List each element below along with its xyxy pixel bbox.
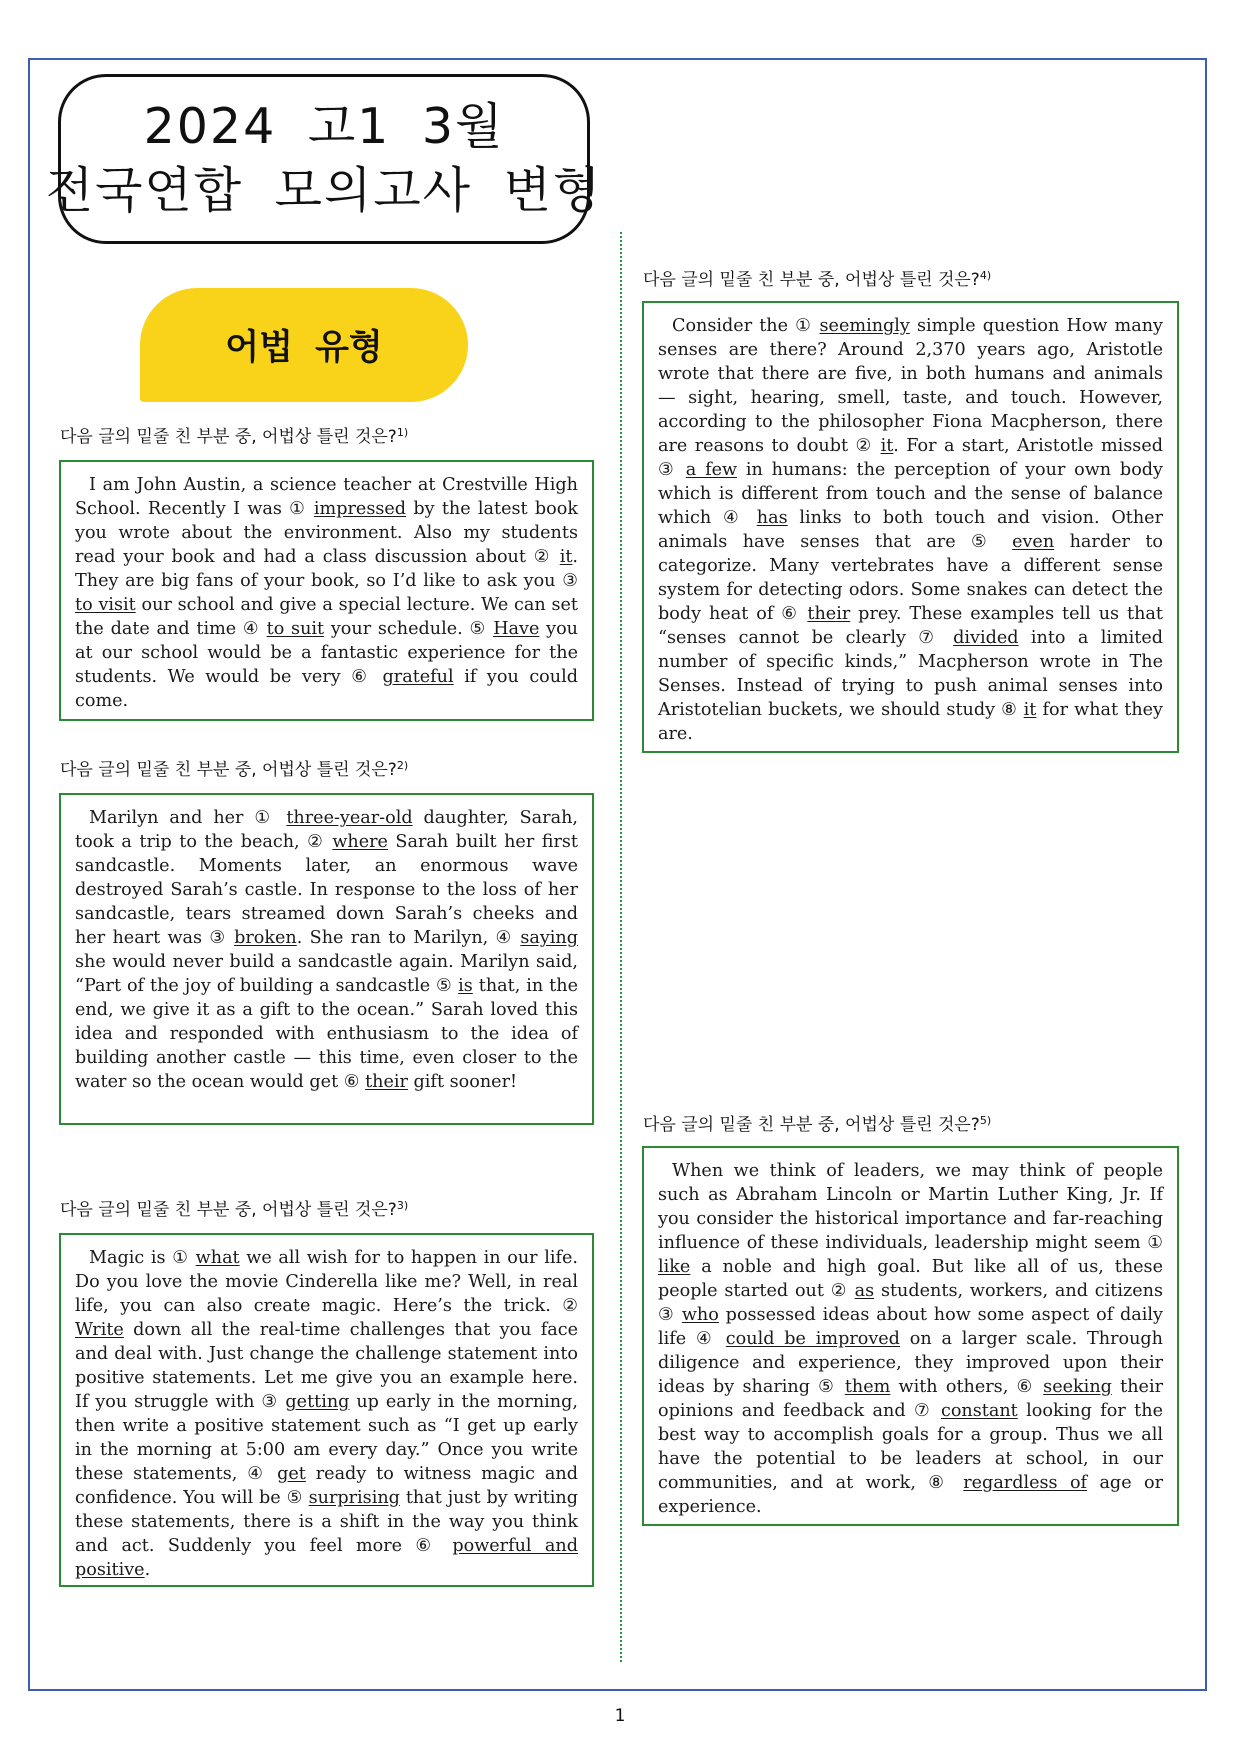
passage-text: Marilyn and her ① three-year-old daughter, Sarah, took a trip to the beach, ② where Sarah built her first sandcastle. Moments later, an enormous wave destroyed Sarah’s castle. In response to the loss of her sandcastle, tears streamed down Sarah’s cheeks and her heart was ③ broken. She ran to Marilyn, ④ saying she would never build a sandcastle again. Marilyn said, “Part of the joy of building a sandcastle ⑤ is that, in the end, we give it as a gift to the ocean.” Sarah loved this idea and responded with enthusiasm to the idea of building another castle — this time, even closer to the water so the ocean would get ⑥ their gift sooner!: [75, 808, 578, 1092]
underlined-option: as: [854, 1281, 875, 1301]
underlined-option: Write: [75, 1320, 124, 1340]
underlined-option: it: [880, 436, 894, 456]
underlined-option: them: [844, 1377, 891, 1397]
question-1-passage: [59, 460, 594, 721]
footnote-ref: 1): [396, 426, 409, 439]
question-4-prompt: [643, 265, 991, 290]
underlined-option: to visit: [75, 595, 136, 615]
footnote-ref: 4): [979, 269, 992, 282]
underlined-option: like: [658, 1257, 691, 1277]
question-5-passage: [642, 1146, 1179, 1526]
underlined-option: who: [681, 1305, 719, 1325]
question-3-prompt: [60, 1195, 408, 1220]
title-box: [45, 74, 603, 244]
underlined-option: could be improved: [725, 1329, 900, 1349]
question-prompt-text: 다음 글의 밑줄 친 부분 중, 어법상 틀린 것은?: [60, 760, 397, 780]
question-2-passage: [59, 793, 594, 1125]
underlined-option: is: [458, 976, 473, 996]
column-divider: [620, 232, 622, 1662]
footnote-ref: 5): [979, 1114, 992, 1127]
underlined-option: it: [559, 547, 573, 567]
question-prompt-text: 다음 글의 밑줄 친 부분 중, 어법상 틀린 것은?: [643, 1115, 980, 1135]
underlined-option: broken: [234, 928, 297, 948]
underlined-option: powerful and positive: [75, 1536, 578, 1580]
question-prompt-text: 다음 글의 밑줄 친 부분 중, 어법상 틀린 것은?: [60, 1200, 397, 1220]
question-prompt-text: 다음 글의 밑줄 친 부분 중, 어법상 틀린 것은?: [643, 270, 980, 290]
underlined-option: grateful: [382, 667, 454, 687]
footnote-ref: 2): [396, 759, 409, 772]
underlined-option: get: [277, 1464, 306, 1484]
title-line-2: 전국연합 모의고사 변형: [45, 162, 603, 219]
underlined-option: impressed: [313, 499, 407, 519]
underlined-option: Have: [493, 619, 540, 639]
underlined-option: regardless of: [963, 1473, 1088, 1493]
underlined-option: where: [332, 832, 388, 852]
passage-text: Consider the ① seemingly simple question How many senses are there? Around 2,370 years ago, Aristotle wrote that there are five, in both humans and animals — sight, hearing, smell, taste, and touch. However, according to the philosopher Fiona Macpherson, there are reasons to doubt ② it. For a start, Aristotle missed ③ a few in humans: the perception of your own body which is different from touch and the sense of balance which ④ has links to both touch and vision. Other animals have senses that are ⑤ even harder to categorize. Many vertebrates have a different sense system for detecting odors. Some snakes can detect the body heat of ⑥ their prey. These examples tell us that “senses cannot be clearly ⑦ divided into a limited number of specific kinds,” Macpherson wrote in The Senses. Instead of trying to push animal senses into Aristotelian buckets, we should study ⑧ it for what they are.: [658, 316, 1163, 744]
underlined-option: their: [365, 1072, 408, 1092]
underlined-option: constant: [940, 1401, 1018, 1421]
page-number: 1: [614, 1706, 626, 1726]
underlined-option: seeking: [1043, 1377, 1112, 1397]
underlined-option: has: [756, 508, 788, 528]
question-1-prompt: [60, 422, 408, 447]
underlined-option: getting: [285, 1392, 350, 1412]
underlined-option: a few: [685, 460, 738, 480]
underlined-option: what: [195, 1248, 240, 1268]
passage-text: Magic is ① what we all wish for to happen in our life. Do you love the movie Cinderella like me? Well, in real life, you can also create magic. Here’s the trick. ② Write down all the real-time challenges that you face and deal with. Just change the challenge statement into positive statements. Let me give you an example here. If you struggle with ③ getting up early in the morning, then write a positive statement such as “I get up early in the morning at 5:00 am every day.” Once you write these statements, ④ get ready to witness magic and confidence. You will be ⑤ surprising that just by writing these statements, there is a shift in the way you think and act. Suddenly you feel more ⑥ powerful and positive.: [75, 1248, 579, 1580]
underlined-option: seemingly: [819, 316, 910, 336]
question-4-passage: [642, 301, 1179, 753]
underlined-option: three-year-old: [286, 808, 413, 828]
section-badge-label: 어법 유형: [225, 328, 383, 368]
question-prompt-text: 다음 글의 밑줄 친 부분 중, 어법상 틀린 것은?: [60, 427, 397, 447]
underlined-option: even: [1012, 532, 1055, 552]
passage-text: I am John Austin, a science teacher at Crestville High School. Recently I was ① impressed by the latest book you wrote about the environment. Also my students read your book and had a class discussion about ② it. They are big fans of your book, so I’d like to ask you ③ to visit our school and give a special lecture. We can set the date and time ④ to suit your schedule. ⑤ Have you at our school would be a fantastic experience for the students. We would be very ⑥ grateful if you could come.: [75, 475, 578, 711]
section-badge: [140, 288, 468, 402]
footnote-ref: 3): [396, 1199, 409, 1212]
underlined-option: to suit: [266, 619, 325, 639]
title-line-1: 2024 고1 3월: [143, 98, 505, 155]
underlined-option: surprising: [308, 1488, 400, 1508]
underlined-option: their: [807, 604, 851, 624]
underlined-option: saying: [520, 928, 578, 948]
question-5-prompt: [643, 1110, 991, 1135]
question-2-prompt: [60, 755, 408, 780]
underlined-option: it: [1023, 700, 1037, 720]
underlined-option: divided: [953, 628, 1019, 648]
passage-text: When we think of leaders, we may think of people such as Abraham Lincoln or Martin Luther King, Jr. If you consider the historical importance and far-reaching influence of these individuals, leadership might seem ① like a noble and high goal. But like all of us, these people started out ② as students, workers, and citizens ③ who possessed ideas about how some aspect of daily life ④ could be improved on a larger scale. Through diligence and experience, they improved upon their ideas by sharing ⑤ them with others, ⑥ seeking their opinions and feedback and ⑦ constant looking for the best way to accomplish goals for a group. Thus we all have the potential to be leaders at school, in our communities, and at work, ⑧ regardless of age or experience.: [658, 1161, 1164, 1517]
question-3-passage: [59, 1233, 594, 1587]
